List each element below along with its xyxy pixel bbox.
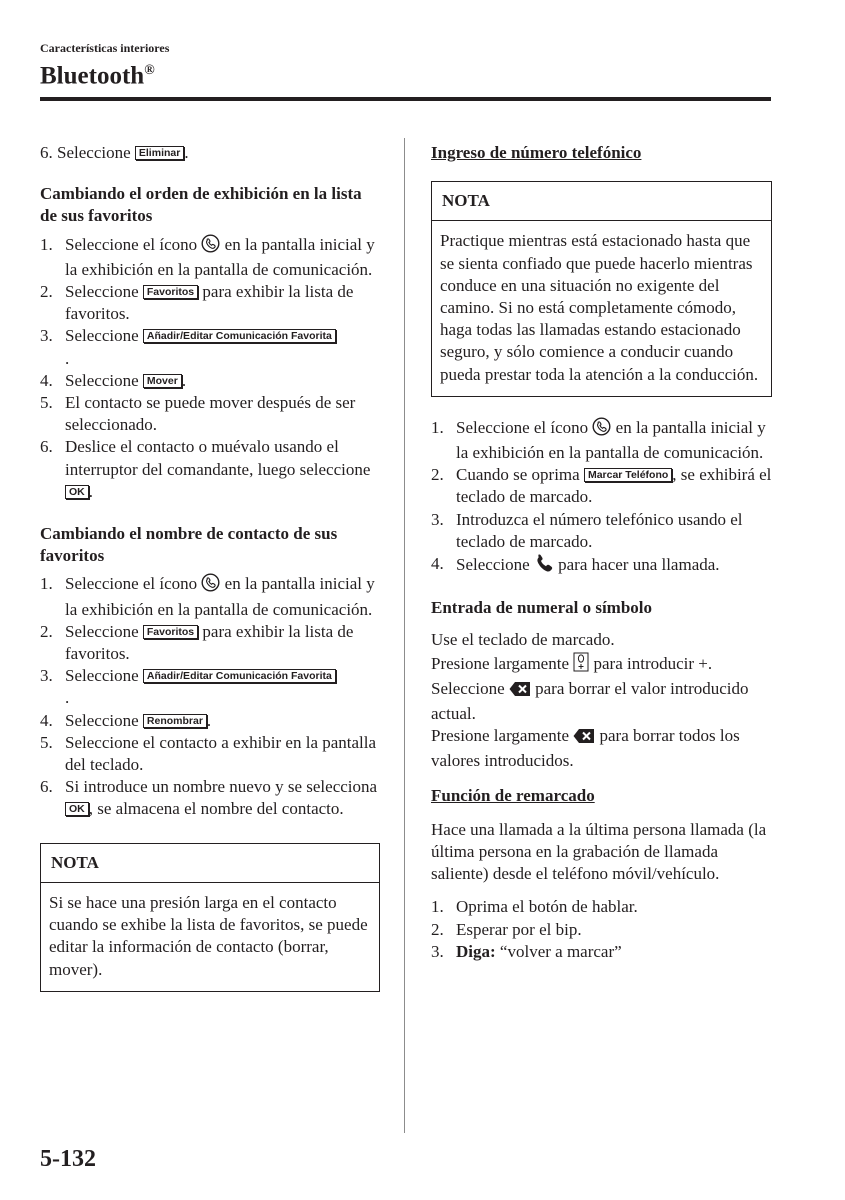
ok-button[interactable]: OK	[65, 485, 89, 499]
backspace-icon[interactable]	[573, 728, 595, 750]
list-item: 4. Seleccione Mover .	[40, 370, 187, 390]
list-item: 3. Introduzca el número telefónico usando el teclado de marcado.	[431, 509, 743, 551]
list-item: 2. Seleccione Favoritos para exhibir la lista de favoritos.	[40, 282, 354, 324]
right-column	[431, 142, 772, 963]
phone-heading: Ingreso de número telefónico	[431, 143, 642, 162]
left-column	[40, 142, 380, 992]
note-title: NOTA	[432, 182, 771, 221]
phone-communication-icon[interactable]	[201, 234, 220, 259]
rename-steps	[40, 573, 380, 820]
list-item: 5. Seleccione el contacto a exhibir en la pantalla del teclado.	[40, 732, 377, 775]
note-title: NOTA	[41, 844, 379, 883]
renombrar-button[interactable]: Renombrar	[143, 714, 207, 728]
ok-button[interactable]: OK	[65, 802, 89, 816]
note-body: Si se hace una presión larga en el contacto cuando se exhibe la lista de favoritos, se puede editar la información de contacto (borrar, mover).	[49, 892, 368, 979]
list-item: 1. Seleccione el ícono en la pantalla inicial y la exhibición en la pantalla de comunicación.	[40, 234, 375, 279]
list-item: 4. Seleccione para hacer una llamada.	[431, 553, 772, 579]
list-item: 1. Seleccione el ícono en la pantalla inicial y la exhibición en la pantalla de comunicación.	[40, 574, 375, 619]
list-item: 3. Seleccione Añadir/Editar Comunicación Favorita .	[40, 325, 380, 369]
header-rule	[40, 97, 771, 101]
backspace-icon[interactable]	[509, 681, 531, 703]
add-edit-favorite-button[interactable]: Añadir/Editar Comunicación Favorita	[143, 329, 336, 343]
list-item: 6. Deslice el contacto o muévalo usando el interruptor del comandante, luego seleccione OK .	[40, 437, 371, 501]
phone-communication-icon[interactable]	[201, 573, 220, 598]
favoritos-button[interactable]: Favoritos	[143, 285, 198, 299]
page-number: 5-132	[40, 1146, 96, 1172]
symbol-text: Use el teclado de marcado. Presione largamente para introducir +. Seleccione para borrar el valor introducido actual. Presione largamente para borrar todos los valores introducidos.	[431, 630, 749, 771]
phone-steps	[431, 417, 772, 579]
marcar-telefono-button[interactable]: Marcar Teléfono	[584, 468, 672, 482]
list-item: 3. Diga: “volver a marcar”	[431, 941, 622, 961]
column-divider	[404, 138, 405, 1133]
list-item: 5. El contacto se puede mover después de ser seleccionado.	[40, 393, 356, 435]
redial-text: Hace una llamada a la última persona llamada (la última persona en la grabación de llamada saliente) desde el teléfono móvil/vehículo.	[431, 819, 767, 884]
symbol-heading: Entrada de numeral o símbolo	[431, 598, 653, 618]
list-item: 2. Cuando se oprima Marcar Teléfono , se exhibirá el teclado de marcado.	[431, 465, 772, 507]
handset-icon[interactable]	[534, 553, 554, 579]
note-body: Practique mientras está estacionado hasta que se sienta confiado que puede hacerlo mientras conduce en una situación no exigente del camino. Si no está completamente cómodo, haga todas las llamadas estando estacionado seguro, y sólo comience a conducir cuando pueda prestar toda la atención a la conducción.	[440, 231, 759, 384]
zero-plus-key-icon[interactable]	[573, 652, 589, 678]
list-item: 2. Esperar por el bip.	[431, 919, 582, 939]
phone-communication-icon[interactable]	[592, 417, 611, 442]
list-item: 4. Seleccione Renombrar .	[40, 710, 212, 730]
order-steps	[40, 234, 380, 503]
eliminar-button[interactable]: Eliminar	[135, 146, 184, 160]
right-note-box	[431, 181, 772, 397]
list-item: 6. Si introduce un nombre nuevo y se selecciona OK , se almacena el nombre del contacto.	[40, 777, 378, 819]
list-item: 3. Seleccione Añadir/Editar Comunicación Favorita .	[40, 665, 380, 709]
step-6: 6. Seleccione Eliminar .	[40, 143, 189, 162]
add-edit-favorite-button[interactable]: Añadir/Editar Comunicación Favorita	[143, 669, 336, 683]
section-label: Características interiores	[40, 41, 170, 55]
order-heading: Cambiando el orden de exhibición en la lista de sus favoritos	[40, 184, 362, 226]
page-title-text: Bluetooth	[40, 62, 145, 90]
favoritos-button[interactable]: Favoritos	[143, 625, 198, 639]
redial-heading: Función de remarcado	[431, 785, 595, 805]
list-item: 2. Seleccione Favoritos para exhibir la lista de favoritos.	[40, 621, 354, 664]
page-title	[40, 56, 155, 91]
list-item: 1. Oprima el botón de hablar.	[431, 897, 638, 917]
left-note-box	[40, 843, 380, 992]
mover-button[interactable]: Mover	[143, 374, 182, 388]
list-item: 1. Seleccione el ícono en la pantalla inicial y la exhibición en la pantalla de comunicación.	[431, 417, 766, 463]
rename-heading: Cambiando el nombre de contacto de sus favoritos	[40, 524, 338, 566]
registered-mark: ®	[144, 63, 155, 78]
redial-steps	[431, 896, 772, 963]
